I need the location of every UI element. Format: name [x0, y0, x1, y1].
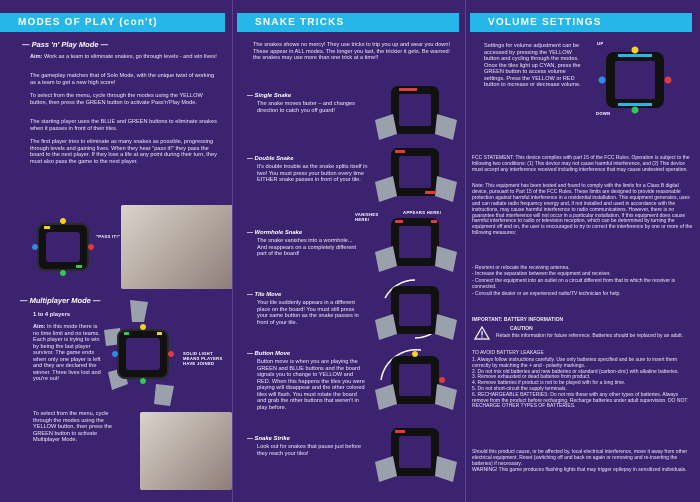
fcc-statement: FCC STATEMENT: This device complies with part 15 of the FCC Rules. Operation is subject to the following two conditions: (1) This device may not cause harmful interference, and (2) This device must accept any interference received including interference that may cause undesired operation. — [472, 155, 690, 173]
trick-snake-strike-text: Look out for snakes that pause just before they reach your tiles! — [257, 444, 362, 457]
column-volume-settings — [466, 0, 700, 502]
multiplayer-title: — Multiplayer Mode — — [20, 296, 101, 305]
trick-board-illustrations — [371, 84, 463, 494]
fcc-measure-3: - Connect the equipment into an outlet on a circuit different from that to which the receiver is connected. — [472, 278, 676, 290]
epilepsy-warning: WARNING! This game produces flashing lights that may trigger epilepsy in sensitized individuals. — [472, 467, 687, 473]
trick-wormhole-text: The snake vanishes into a wormhole... And reappears on a completely different part of the board! — [257, 238, 357, 257]
fcc-measure-1: - Reorient or relocate the receiving antenna. — [472, 265, 570, 271]
section-header-volume: VOLUME SETTINGS — [470, 13, 692, 32]
trick-button-move-title: — Button Move — [247, 351, 291, 357]
button-move-board — [375, 350, 457, 410]
caution-warning-icon — [474, 326, 490, 340]
snake-tricks-intro: The snakes shows no mercy! They use tricks to trip you up and wear you down! These appear in ALL modes. The longer you last, the trickier it gets. Be warned: the snakes may use more than one trick at a time!! — [253, 42, 451, 61]
trick-button-move-text: Button move is when you are playing the GREEN and BLUE buttons and the board signals you to change to YELLOW and RED. When this happens the tiles you were playing will disappear and the other colored tiles will flash. You must rotate the board and grab the other buttons that weren't in play before. — [257, 359, 365, 411]
pass-paragraph-2: To select from the menu, cycle through the modes using the YELLOW button, then press the GREEN button to activate Pass'n'Play Mode. — [30, 93, 203, 106]
multiplayer-paragraph-2: To select from the menu, cycle through the modes using the YELLOW button, then press the GREEN button to activate Multiplayer Mode. — [33, 411, 112, 443]
wormhole-board — [375, 218, 457, 272]
column-modes-of-play — [0, 0, 232, 502]
pass-paragraph-1: The gameplay matches that of Solo Mode, with the unique twist of working as a team to get a new high score! — [30, 73, 215, 86]
trick-wormhole-title: — Wormhole Snake — [247, 230, 303, 236]
multiplayer-aim: Aim: In this mode there is no time limit and no teams. Each player is trying to win by being the last player survivor. The game ends when only one player is left and they are declared the winner. Three lives lost and you're out! — [33, 324, 101, 382]
battery-info-title: IMPORTANT: BATTERY INFORMATION — [472, 317, 564, 323]
battery-item: 6. RECHARGEABLE BATTERIES: Do not mix these with any other types of batteries. Always remove from the product before recharging. Recharge batteries under adult supervision. DO NOT RECHARGE OTHER TYPES OF BATTERIES. — [472, 391, 688, 410]
fcc-measure-2: - Increase the separation between the equipment and receiver. — [472, 271, 611, 277]
battery-list — [472, 358, 694, 410]
section-header-snake-tricks: SNAKE TRICKS — [237, 13, 459, 32]
up-label: UP — [597, 41, 604, 46]
multiplayer-board-illustration — [104, 300, 180, 408]
vanishes-here-label: VANISHES HERE! — [355, 212, 379, 222]
trick-double-snake-title: — Double Snake — [247, 156, 294, 162]
pass-paragraph-4: The first player tries to eliminate as many snakes as possible, progressing through levels and gaining lives. When they hear "pass it!" they pass the board to the next player. If they lose a life at any point during their turn, they must also pass the game to the next player. — [30, 139, 217, 165]
interference-note: Should this product cause, or be affected by, local electrical interference, move it away from other electrical equipment. Reset (switching off and back on again or removing and re-inserting the batteries) if necessary. — [472, 449, 688, 467]
volume-instructions: Settings for volume adjustment can be accessed by pressing the YELLOW button and cycling through the modes. Once the tiles light up CYAN, press the GREEN button to access volume settings. Press the YELLOW or RED button to increase or decrease volume. — [484, 43, 581, 88]
appears-here-label: APPEARS HERE! — [403, 210, 442, 215]
solid-light-callout: SOLID LIGHT MEANS PLAYERS HAVE JOINED — [183, 351, 223, 366]
fcc-note: Note: This equipment has been tested and found to comply with the limits for a Class B digital device, pursuant to Part 15 of the FCC Rules. These limits are designed to provide reasonable protection against harmful interference in a residential installation. This equipment generates, uses and can radiate radio frequency energy and, if not installed and used in accordance with the instructions, may cause harmful interference to radio communications. However, there is no guarantee that interference will not occur in a particular installation. If this equipment does cause harmful interference to radio or television reception, which can be determined by turning the equipment off and on, the user is encouraged to try to correct the interference by one or more of the following measures: — [472, 183, 693, 237]
trick-single-snake-text: The snake moves faster – and changes direction to catch you off guard! — [257, 101, 355, 114]
photo-kids-passing-game — [121, 205, 232, 289]
trick-tile-move-title: — Tile Move — [247, 292, 282, 298]
battery-item: 4. Remove batteries if product is not to be played with for a long time. — [472, 380, 626, 387]
avoid-leakage-title: TO AVOID BATTERY LEAKAGE — [472, 350, 544, 356]
double-snake-board — [375, 148, 457, 202]
single-snake-board — [375, 86, 457, 140]
trick-double-snake-text: It's double trouble as the snake splits itself in two! You must press your button every time EITHER snake passes in front of your tile. — [257, 164, 368, 183]
caution-text: Retain this information for future reference. Batteries should be replaced by an adult. — [496, 333, 684, 339]
caution-label: CAUTION — [510, 326, 533, 332]
battery-item: 3. Remove exhausted or dead batteries from product. — [472, 374, 591, 381]
trick-single-snake-title: — Single Snake — [247, 93, 292, 99]
trick-snake-strike-title: — Snake Strike — [247, 436, 290, 442]
battery-item: 1. Always follow instructions carefully. Use only batteries specified and be sure to insert them correctly by matching the + and - polarity markings. — [472, 357, 678, 369]
fcc-measure-4: - Consult the dealer or an experienced radio/TV technician for help. — [472, 291, 621, 297]
battery-item: 5. Do not short-circuit the supply terminals. — [472, 385, 567, 392]
pass-paragraph-3: The starting player uses the BLUE and GREEN buttons to eliminate snakes when it passes in front of their tiles. — [30, 119, 217, 132]
pass-it-callout: "PASS IT!" — [96, 234, 121, 239]
down-label: DOWN — [596, 111, 611, 116]
multiplayer-players: 1 to 4 players — [33, 312, 71, 318]
game-board-illustration — [32, 218, 94, 276]
section-header-modes: MODES OF PLAY (con't) — [0, 13, 225, 32]
pass-aim: Aim: Work as a team to eliminate snakes, go through levels - and win lives! — [30, 54, 217, 60]
snake-strike-board — [375, 428, 457, 482]
tile-move-board — [375, 280, 457, 340]
pass-n-play-title: — Pass 'n' Play Mode — — [22, 40, 109, 49]
volume-board-illustration — [598, 46, 674, 114]
battery-item: 2. Do not mix old batteries and new batteries or standard (carbon-zinc) with alkaline batteries. — [472, 368, 679, 375]
trick-tile-move-text: Your tile suddenly appears in a different place on the board! You must still press your same button as the snake passes in front of your tile. — [257, 300, 359, 326]
photo-kids-multiplayer — [140, 412, 232, 490]
column-snake-tricks — [233, 0, 465, 502]
